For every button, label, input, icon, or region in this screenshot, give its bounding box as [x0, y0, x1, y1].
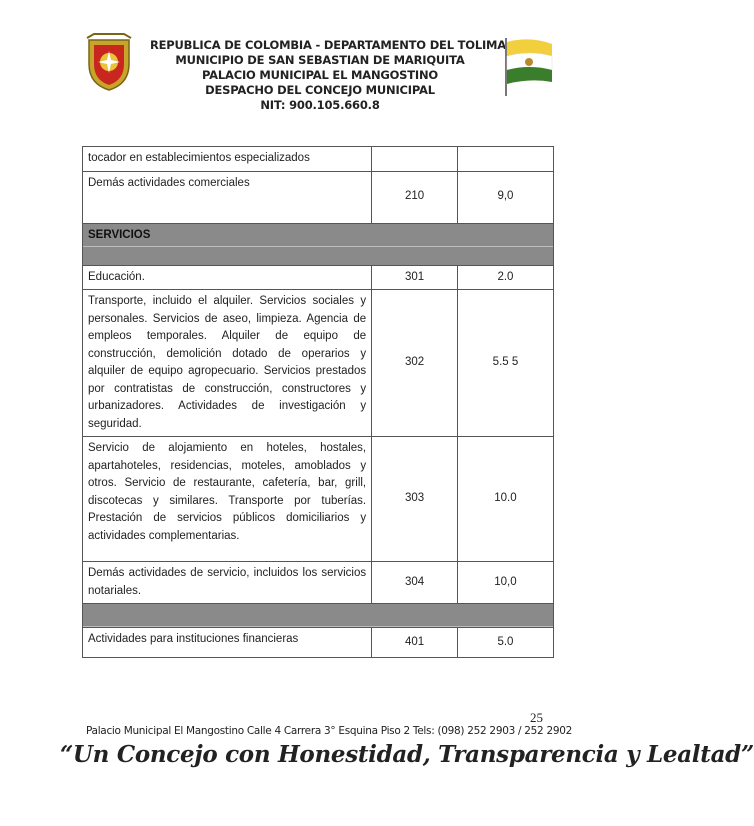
- table-row: [83, 147, 554, 172]
- section-label: [83, 604, 553, 627]
- table-row: [83, 562, 554, 604]
- activity-code: 304: [372, 562, 458, 604]
- activity-rate: 5.5 5: [457, 290, 553, 437]
- table-row: [83, 628, 554, 658]
- activity-rate: 10,0: [457, 562, 553, 604]
- section-header: [83, 604, 554, 628]
- activity-description: Servicio de alojamiento en hoteles, hostales, apartahoteles, residencias, moteles, amoblados y otros. Servicio de restaurante, cafetería, bar, grill, discotecas y similares. Transporte por tuberías. Prestación de servicios públicos domiciliarios y actividades complementarias.: [83, 437, 372, 562]
- activity-description: tocador en establecimientos especializados: [83, 147, 372, 172]
- activity-code: [372, 147, 458, 172]
- activity-rate: [457, 147, 553, 172]
- table-row: [83, 290, 554, 437]
- activity-rate: 5.0: [457, 628, 553, 658]
- activity-code: 401: [372, 628, 458, 658]
- tax-rates-table: [82, 146, 554, 658]
- activity-code: 302: [372, 290, 458, 437]
- footer-address: Palacio Municipal El Mangostino Calle 4 Carrera 3° Esquina Piso 2 Tels: (098) 252 2903 / 252 2902: [86, 725, 572, 737]
- letterhead-text: [150, 38, 506, 113]
- activity-description: Demás actividades comerciales: [83, 171, 372, 223]
- section-label: SERVICIOS: [83, 224, 553, 247]
- header-line-office: DESPACHO DEL CONCEJO MUNICIPAL: [205, 83, 435, 97]
- page-number: 25: [530, 710, 543, 725]
- header-line-country: REPUBLICA DE COLOMBIA - DEPARTAMENTO DEL TOLIMA: [150, 38, 506, 52]
- header-line-palace: PALACIO MUNICIPAL EL MANGOSTINO: [202, 68, 438, 82]
- section-header-row: [83, 223, 554, 265]
- table-row: [83, 437, 554, 562]
- activity-description: Actividades para instituciones financieras: [83, 628, 372, 658]
- activity-rate: 2.0: [457, 265, 553, 290]
- activity-code: 301: [372, 265, 458, 290]
- header-line-nit: NIT: 900.105.660.8: [260, 98, 380, 112]
- activity-description: Demás actividades de servicio, incluidos los servicios notariales.: [83, 562, 372, 604]
- activity-description: Transporte, incluido el alquiler. Servicios sociales y personales. Servicios de aseo, limpieza. Agencia de empleos temporales. Alquiler de equipo de construcción, demolición dotado de operarios y alquiler de equipo agropecuario. Servicios prestados por contratistas de construcción, constructores y urbanizadores. Actividades de investigación y seguridad.: [83, 290, 372, 437]
- activity-rate: 9,0: [457, 171, 553, 223]
- activity-description: Educación.: [83, 265, 372, 290]
- section-header-row: [83, 604, 554, 628]
- activity-code: 210: [372, 171, 458, 223]
- letterhead: [0, 0, 638, 140]
- activity-rate: 10.0: [457, 437, 553, 562]
- table-row: [83, 171, 554, 223]
- footer-motto: “Un Concejo con Honestidad, Transparencia y Lealtad”: [60, 741, 754, 768]
- municipal-flag-icon: [502, 36, 554, 96]
- section-spacer: [83, 247, 553, 265]
- activity-code: 303: [372, 437, 458, 562]
- table-row: [83, 265, 554, 290]
- header-line-municipality: MUNICIPIO DE SAN SEBASTIAN DE MARIQUITA: [175, 53, 465, 67]
- coat-of-arms-icon: [86, 34, 132, 92]
- section-header: [83, 223, 554, 265]
